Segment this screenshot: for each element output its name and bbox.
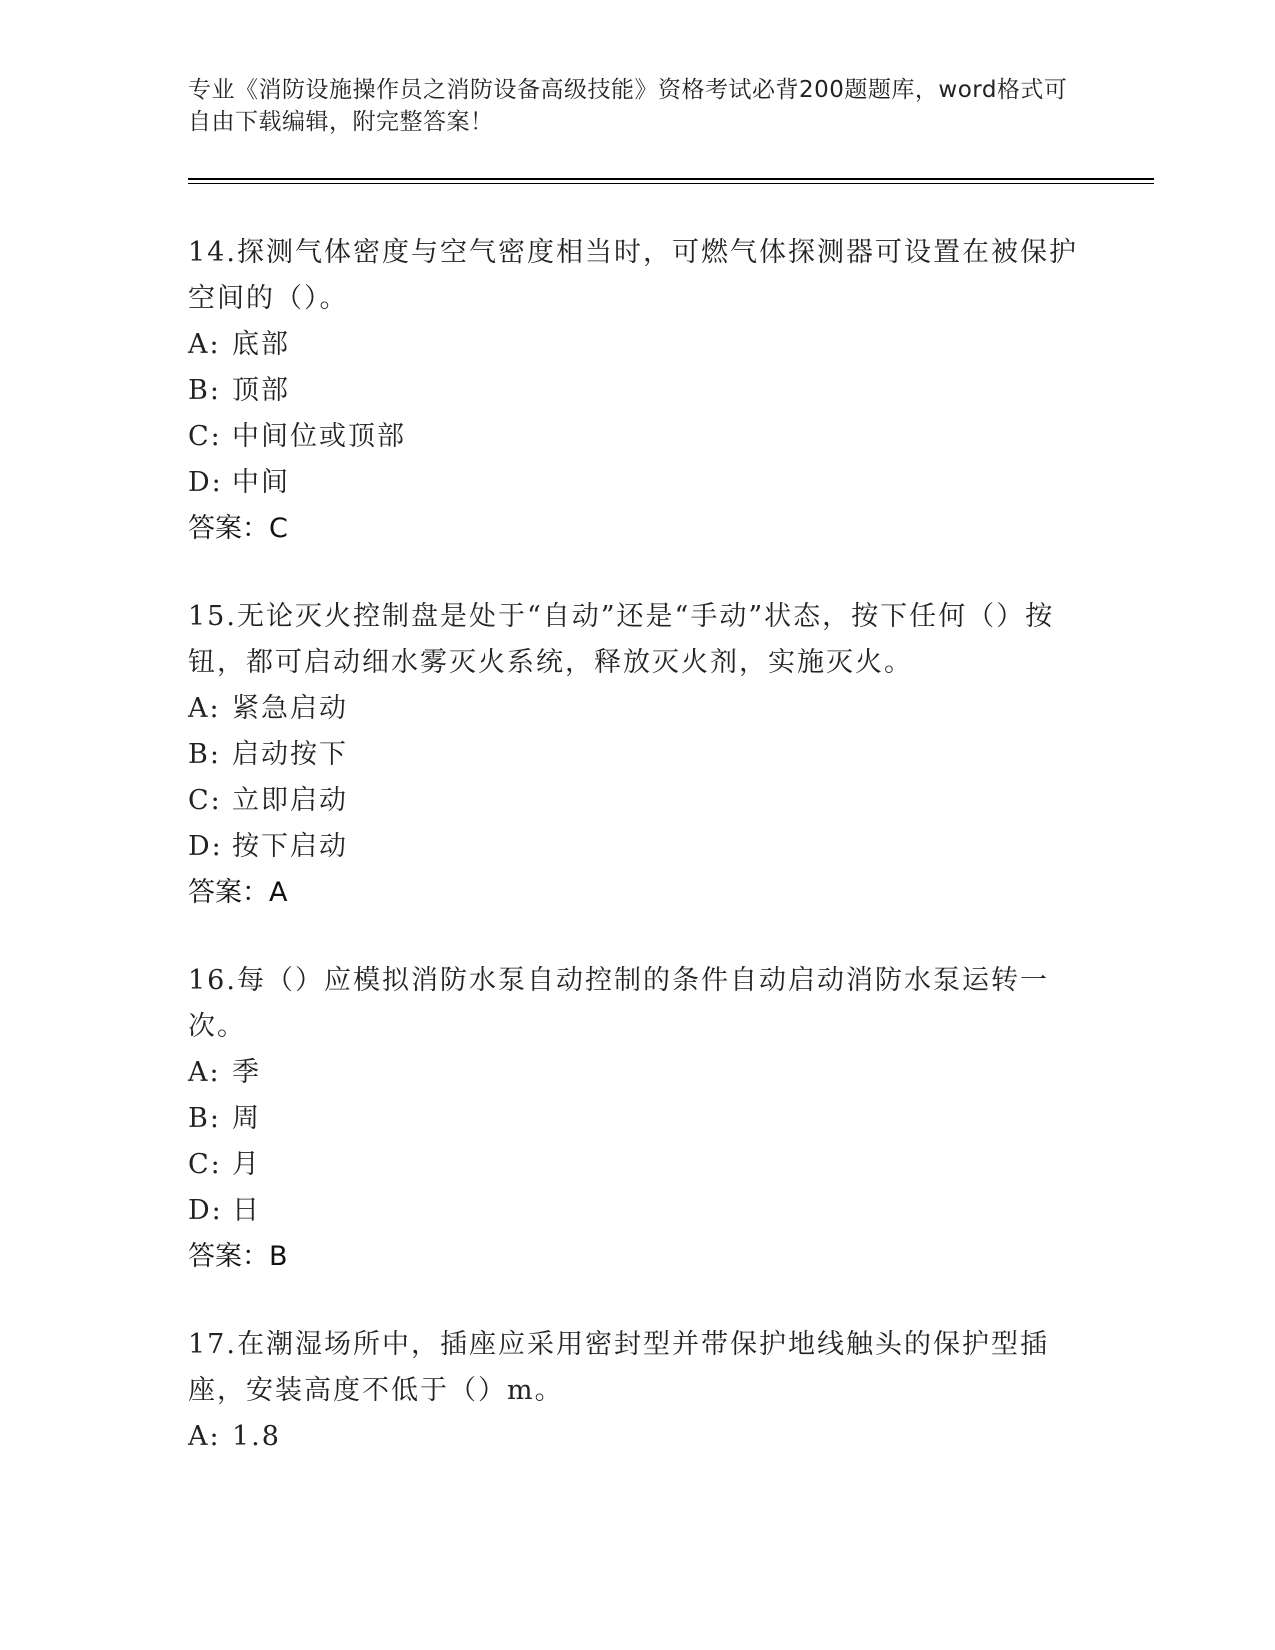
header-divider-thin (188, 183, 1154, 184)
option-letter: A: (188, 329, 221, 360)
question-14 (188, 230, 1088, 552)
option-letter: B: (188, 1103, 221, 1134)
option-d (188, 1188, 1088, 1234)
option-letter: A: (188, 1421, 221, 1452)
option-letter: C: (188, 1149, 222, 1180)
option-text: 月 (232, 1149, 261, 1180)
option-b (188, 1096, 1088, 1142)
option-letter: D: (188, 467, 223, 498)
question-stem: 15.无论灭火控制盘是处于“自动”还是“手动”状态，按下任何（）按钮，都可启动细水雾灭火系统，释放灭火剂，实施灭火。 (188, 601, 1055, 678)
question-15 (188, 594, 1088, 916)
option-text: 周 (232, 1103, 261, 1134)
option-b (188, 368, 1088, 414)
option-text: 顶部 (232, 375, 290, 406)
option-text: 中间 (232, 467, 290, 498)
option-letter: C: (188, 785, 222, 816)
option-a (188, 1414, 1088, 1460)
option-text: 启动按下 (232, 739, 348, 770)
option-text: 1.8 (232, 1421, 281, 1452)
question-stem: 17.在潮湿场所中，插座应采用密封型并带保护地线触头的保护型插座，安装高度不低于（）m。 (188, 1329, 1049, 1406)
option-d (188, 460, 1088, 506)
option-text: 底部 (232, 329, 290, 360)
option-c (188, 778, 1088, 824)
option-text: 紧急启动 (232, 693, 348, 724)
answer-line: 答案：A (188, 877, 288, 908)
option-a (188, 322, 1088, 368)
option-a (188, 1050, 1088, 1096)
answer-line: 答案：C (188, 513, 288, 544)
question-17 (188, 1322, 1088, 1460)
question-stem: 14.探测气体密度与空气密度相当时，可燃气体探测器可设置在被保护空间的（）。 (188, 237, 1078, 314)
option-text: 中间位或顶部 (232, 421, 406, 452)
option-c (188, 1142, 1088, 1188)
option-letter: D: (188, 831, 223, 862)
option-c (188, 414, 1088, 460)
option-d (188, 824, 1088, 870)
option-letter: C: (188, 421, 222, 452)
option-a (188, 686, 1088, 732)
option-letter: B: (188, 739, 221, 770)
question-stem: 16.每（）应模拟消防水泵自动控制的条件自动启动消防水泵运转一次。 (188, 965, 1049, 1042)
question-16 (188, 958, 1088, 1280)
option-text: 按下启动 (232, 831, 348, 862)
option-text: 日 (232, 1195, 261, 1226)
option-letter: A: (188, 1057, 221, 1088)
option-b (188, 732, 1088, 778)
option-text: 季 (232, 1057, 261, 1088)
option-letter: B: (188, 375, 221, 406)
option-letter: A: (188, 693, 221, 724)
answer-line: 答案：B (188, 1241, 288, 1272)
document-header: 专业《消防设施操作员之消防设备高级技能》资格考试必背200题题库，word格式可自由下载编辑，附完整答案！ (188, 77, 1068, 135)
question-list (188, 230, 1088, 1502)
option-letter: D: (188, 1195, 223, 1226)
option-text: 立即启动 (232, 785, 348, 816)
header-divider-thick (188, 178, 1154, 180)
